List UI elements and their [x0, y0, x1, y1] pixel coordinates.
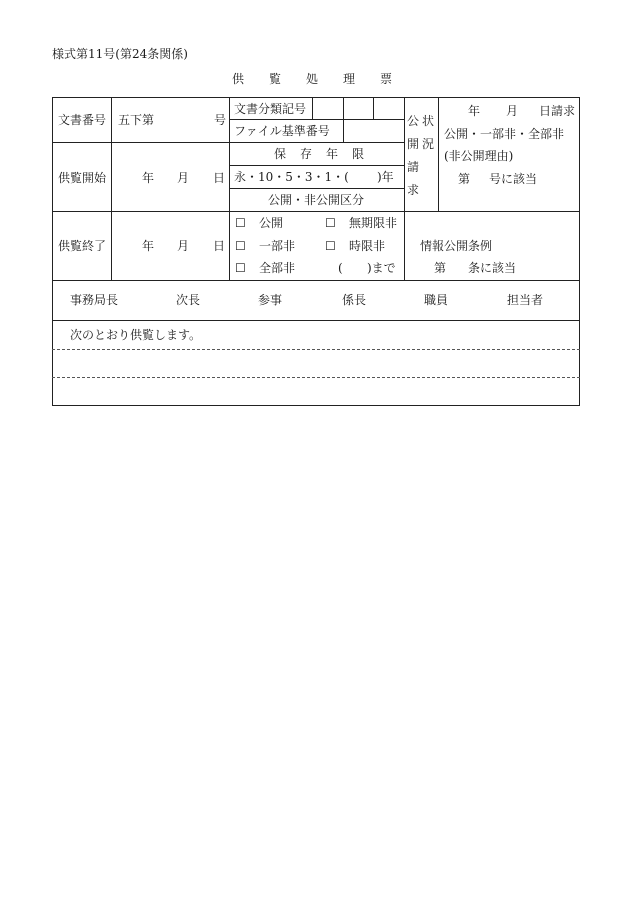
title-char: 処	[305, 72, 318, 86]
disclosure-options: 公開・一部非・全部非	[444, 127, 565, 141]
role-chief: 係長	[342, 293, 367, 307]
retention-close: )年	[377, 170, 394, 184]
doc-number-label: 文書番号	[58, 113, 107, 127]
file-standard-label: ファイル基準番号	[234, 124, 330, 138]
title-char: 票	[379, 72, 392, 86]
status-article-prefix: 第	[458, 172, 471, 186]
nondisclosure-reason: (非公開理由)	[444, 149, 514, 163]
title-char: 供	[232, 72, 245, 86]
ordinance-prefix: 第	[434, 261, 447, 275]
status-char: 求	[407, 183, 420, 197]
option-public-label: 公開	[259, 216, 284, 230]
ordinance-suffix: 条に該当	[468, 261, 517, 275]
retention-char: 保	[274, 147, 287, 161]
retention-char: 年	[325, 147, 338, 161]
status-char: 請	[407, 160, 420, 174]
disclosure-category-label: 公開・非公開区分	[268, 193, 365, 207]
checkbox-indefinite[interactable]: ☐	[325, 216, 336, 230]
role-counselor: 参事	[258, 293, 283, 307]
start-day: 日	[213, 171, 226, 185]
option-full-label: 全部非	[259, 261, 296, 275]
doc-number-prefix: 五下第	[118, 113, 155, 127]
checkbox-limited[interactable]: ☐	[325, 239, 336, 253]
dashed-line	[52, 377, 580, 378]
table-line	[438, 97, 439, 211]
title-char: 理	[342, 72, 355, 86]
status-char: 公	[407, 114, 420, 128]
option-limited-label: 時限非	[349, 239, 386, 253]
checkbox-full[interactable]: ☐	[235, 261, 246, 275]
classification-label: 文書分類記号	[234, 102, 307, 116]
dashed-line	[52, 349, 580, 350]
start-year: 年	[142, 171, 155, 185]
role-person-in-charge: 担当者	[507, 293, 544, 307]
until-open: (	[338, 261, 343, 275]
table-line	[229, 188, 404, 189]
status-request-date: 日請求	[539, 104, 576, 118]
end-year: 年	[142, 239, 155, 253]
role-deputy-director: 次長	[176, 293, 201, 307]
table-line	[111, 97, 112, 280]
retention-char: 存	[299, 147, 312, 161]
table-line	[373, 97, 374, 119]
doc-number-suffix: 号	[214, 113, 227, 127]
form-number: 様式第11号(第24条関係)	[52, 47, 188, 61]
table-line	[404, 97, 405, 280]
retention-options: 永・10・5・3・1・(	[234, 170, 349, 184]
form-title	[232, 73, 392, 87]
table-line	[52, 320, 580, 321]
status-year: 年	[468, 104, 481, 118]
table-line	[52, 211, 580, 212]
role-staff: 職員	[424, 293, 449, 307]
view-start-label: 供覧開始	[58, 171, 107, 185]
checkbox-partial[interactable]: ☐	[235, 239, 246, 253]
title-char: 覧	[268, 72, 281, 86]
role-director-general: 事務局長	[70, 293, 119, 307]
table-line	[229, 119, 404, 120]
start-month: 月	[177, 171, 190, 185]
table-line	[343, 97, 344, 142]
notes-line: 次のとおり供覧します。	[70, 328, 202, 342]
status-char: 開	[407, 137, 420, 151]
status-month: 月	[506, 104, 519, 118]
table-line	[229, 165, 404, 166]
table-line	[52, 280, 580, 281]
status-char: 況	[422, 137, 435, 151]
retention-char: 限	[351, 147, 364, 161]
end-month: 月	[177, 239, 190, 253]
table-line	[312, 97, 313, 119]
status-article-suffix: 号に該当	[489, 172, 538, 186]
option-indefinite-label: 無期限非	[349, 216, 398, 230]
checkbox-public[interactable]: ☐	[235, 216, 246, 230]
form-table	[52, 97, 580, 406]
status-char: 状	[422, 114, 435, 128]
until-close: )まで	[367, 261, 396, 275]
retention-title	[274, 148, 364, 160]
view-end-label: 供覧終了	[58, 239, 107, 253]
option-partial-label: 一部非	[259, 239, 296, 253]
end-day: 日	[213, 239, 226, 253]
ordinance-label: 情報公開条例	[420, 239, 493, 253]
table-line	[52, 142, 404, 143]
